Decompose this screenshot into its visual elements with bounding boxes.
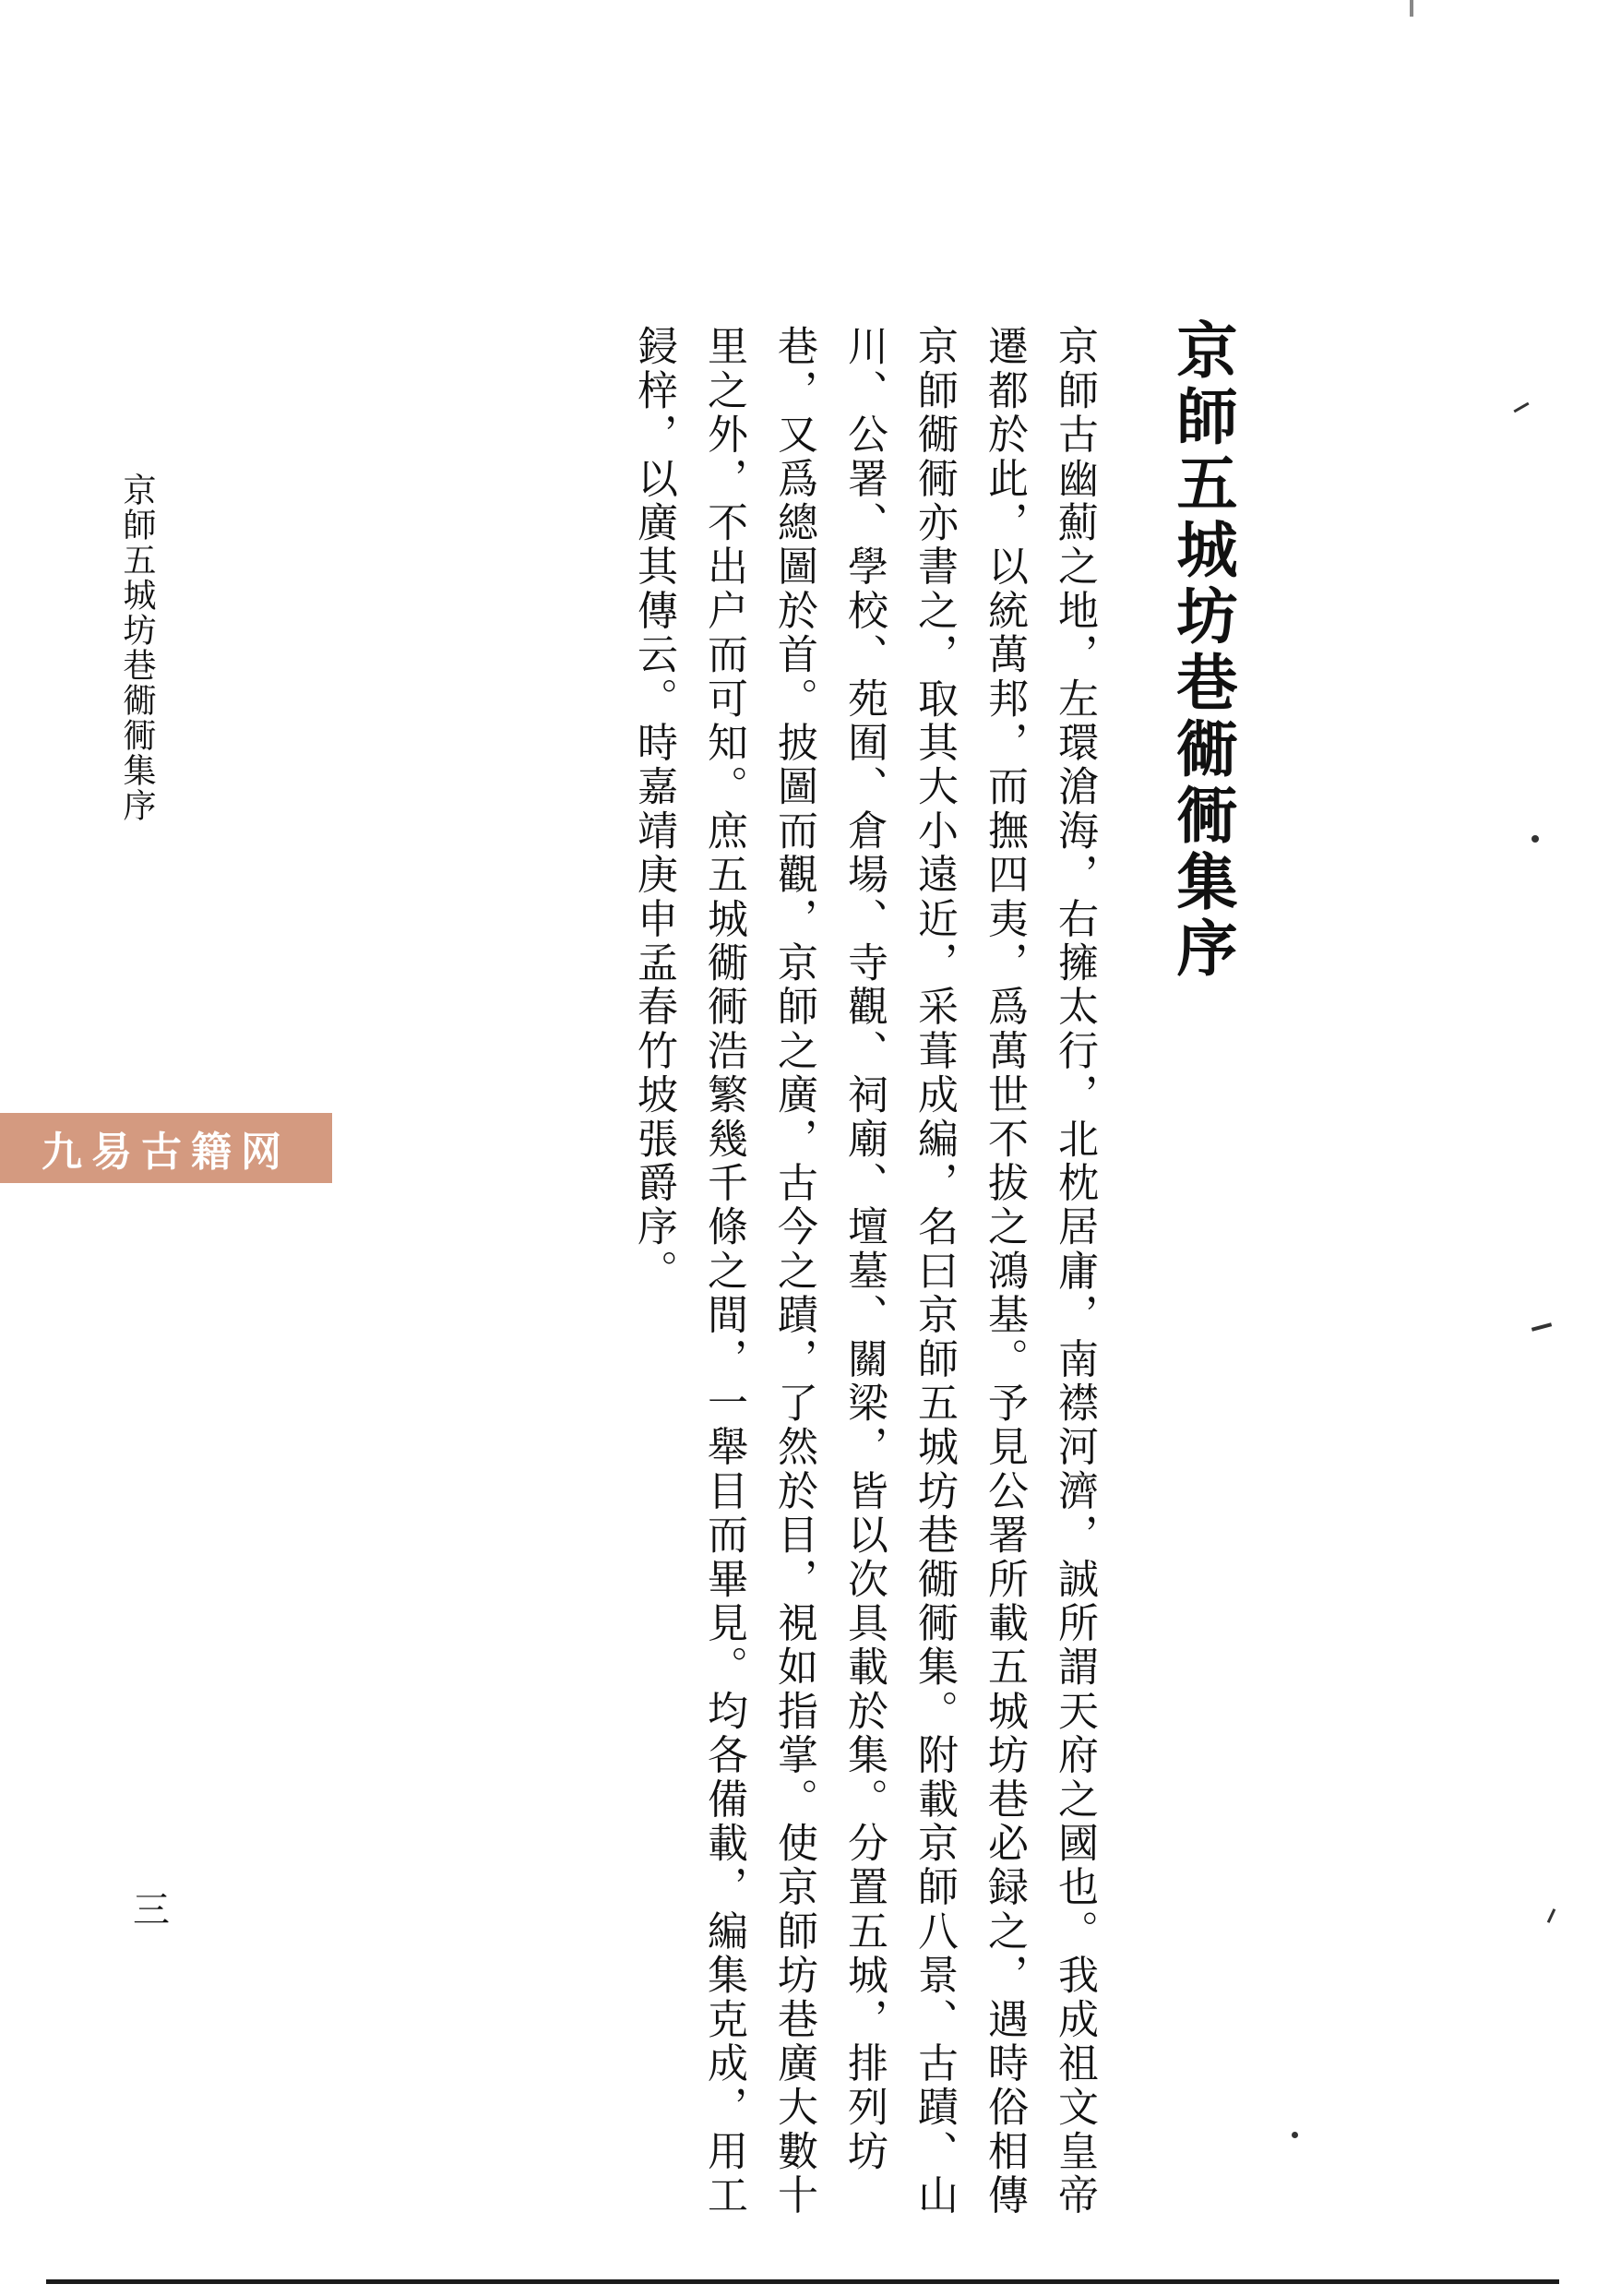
- watermark-banner: [0, 1113, 332, 1183]
- scan-speck: [1532, 1322, 1552, 1332]
- text-column-3: 京師衚衕亦書之，取其大小遠近，采葺成編，名曰京師五城坊巷衚衕集。附載京師八景、古蹟、山: [911, 325, 958, 2218]
- scan-speck: [1292, 2132, 1298, 2138]
- text-column-5: 巷，又爲總圖於首。披圖而觀，京師之廣，古今之蹟，了然於目，視如指掌。使京師坊巷廣大數十: [770, 325, 817, 2218]
- text-column-4: 川、公署、學校、苑囿、倉場、寺觀、祠廟、壇墓、關梁，皆以次具載於集。分置五城，排列坊: [840, 325, 888, 2174]
- page-number: 三: [133, 1889, 170, 1931]
- text-column-1: 京師古幽薊之地，左環滄海，右擁太行，北枕居庸，南襟河濟，誠所謂天府之國也。我成祖文皇帝: [1051, 325, 1098, 2218]
- text-column-2: 遷都於此，以統萬邦，而撫四夷，爲萬世不拔之鴻基。予見公署所載五城坊巷必録之，遇時俗相傳: [981, 325, 1028, 2218]
- text-column-6: 里之外，不出户而可知。庶五城衚衕浩繁幾千條之間，一舉目而畢見。均各備載，編集克成，用工: [700, 325, 747, 2218]
- text-column-7: 鋟梓，以廣其傳云。時嘉靖庚申孟春竹坡張爵序。: [630, 325, 677, 1294]
- watermark-text: 九易古籍网: [42, 1129, 291, 1176]
- margin-title: 京師五城坊巷衚衕集序: [118, 472, 156, 823]
- document-title: 京師五城坊巷衚衕集序: [1166, 318, 1238, 983]
- scan-speck: [1547, 1908, 1555, 1923]
- scan-edge-mark: [1410, 0, 1413, 17]
- scan-speck: [1513, 402, 1529, 413]
- bottom-border-line: [46, 2279, 1559, 2284]
- scan-speck: [1532, 835, 1539, 843]
